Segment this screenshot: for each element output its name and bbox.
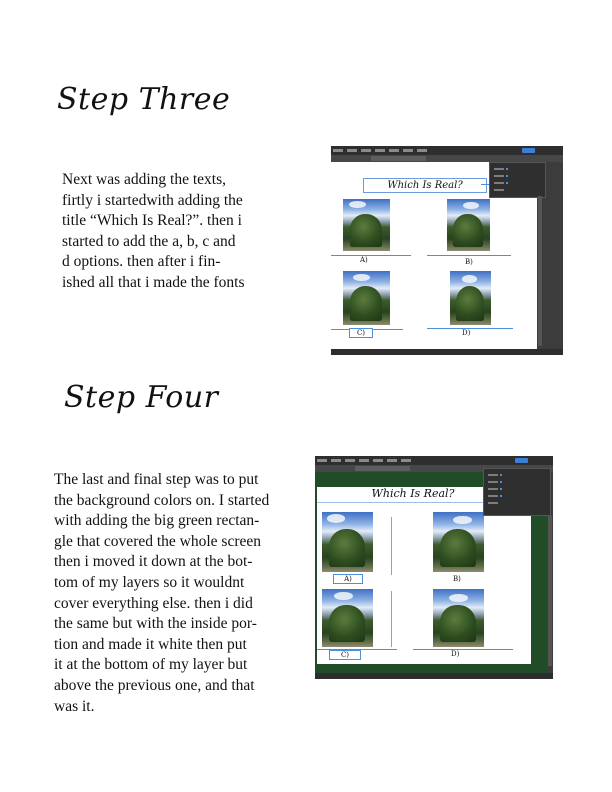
option-d-photo	[433, 589, 484, 647]
option-c-label: C)	[329, 650, 361, 660]
editor-mode-button	[515, 458, 528, 463]
option-a-photo	[343, 199, 390, 251]
option-a-label: A)	[360, 256, 368, 264]
status-bar	[315, 673, 553, 679]
editor-tab-bar	[331, 155, 563, 162]
guide-line	[413, 649, 513, 650]
option-b-label: B)	[453, 575, 461, 583]
editor-mode-button	[522, 148, 535, 153]
option-c-label: C)	[349, 328, 373, 338]
option-d-label: D)	[451, 650, 460, 658]
step-four-heading: Step Four	[64, 380, 219, 415]
option-a-photo	[322, 512, 373, 572]
screenshot-editor-step-four	[315, 456, 553, 679]
guide-line	[391, 517, 392, 575]
vertical-scrollbar	[548, 516, 552, 666]
option-c-photo	[322, 589, 373, 647]
option-a-label: A)	[333, 574, 363, 584]
option-b-photo	[433, 512, 484, 572]
option-b-photo	[447, 199, 490, 251]
status-bar	[331, 349, 563, 355]
layers-panel	[489, 162, 546, 198]
guide-line	[331, 255, 411, 256]
step-four-paragraph: The last and final step was to put the background colors on. I started with adding the big green rectan- gle that covered the whole screen then i moved it down at the bot- tom of my layers so it wouldnt cover everything else. then i did the same but with the inside por- tion and made it white then put it at the bottom of my layer but above the previous one, and that was it.	[54, 471, 270, 715]
guide-line	[391, 591, 392, 647]
guide-line	[427, 255, 511, 256]
option-b-label: B)	[465, 258, 473, 266]
option-d-photo	[450, 271, 491, 325]
canvas-title: Which Is Real?	[363, 178, 487, 193]
step-three-paragraph: Next was adding the texts, firtly i startedwith adding the title “Which Is Real?”. then i started to add the a, b, c and d options. then after i fin- ished all that i made the fonts	[62, 171, 245, 291]
step-three-heading: Step Three	[57, 82, 231, 117]
layers-panel	[483, 468, 551, 516]
option-d-label: D)	[462, 329, 471, 337]
canvas-title: Which Is Real?	[371, 487, 455, 500]
screenshot-editor-step-three	[331, 146, 563, 355]
vertical-scrollbar	[538, 196, 542, 346]
option-c-photo	[343, 271, 390, 325]
